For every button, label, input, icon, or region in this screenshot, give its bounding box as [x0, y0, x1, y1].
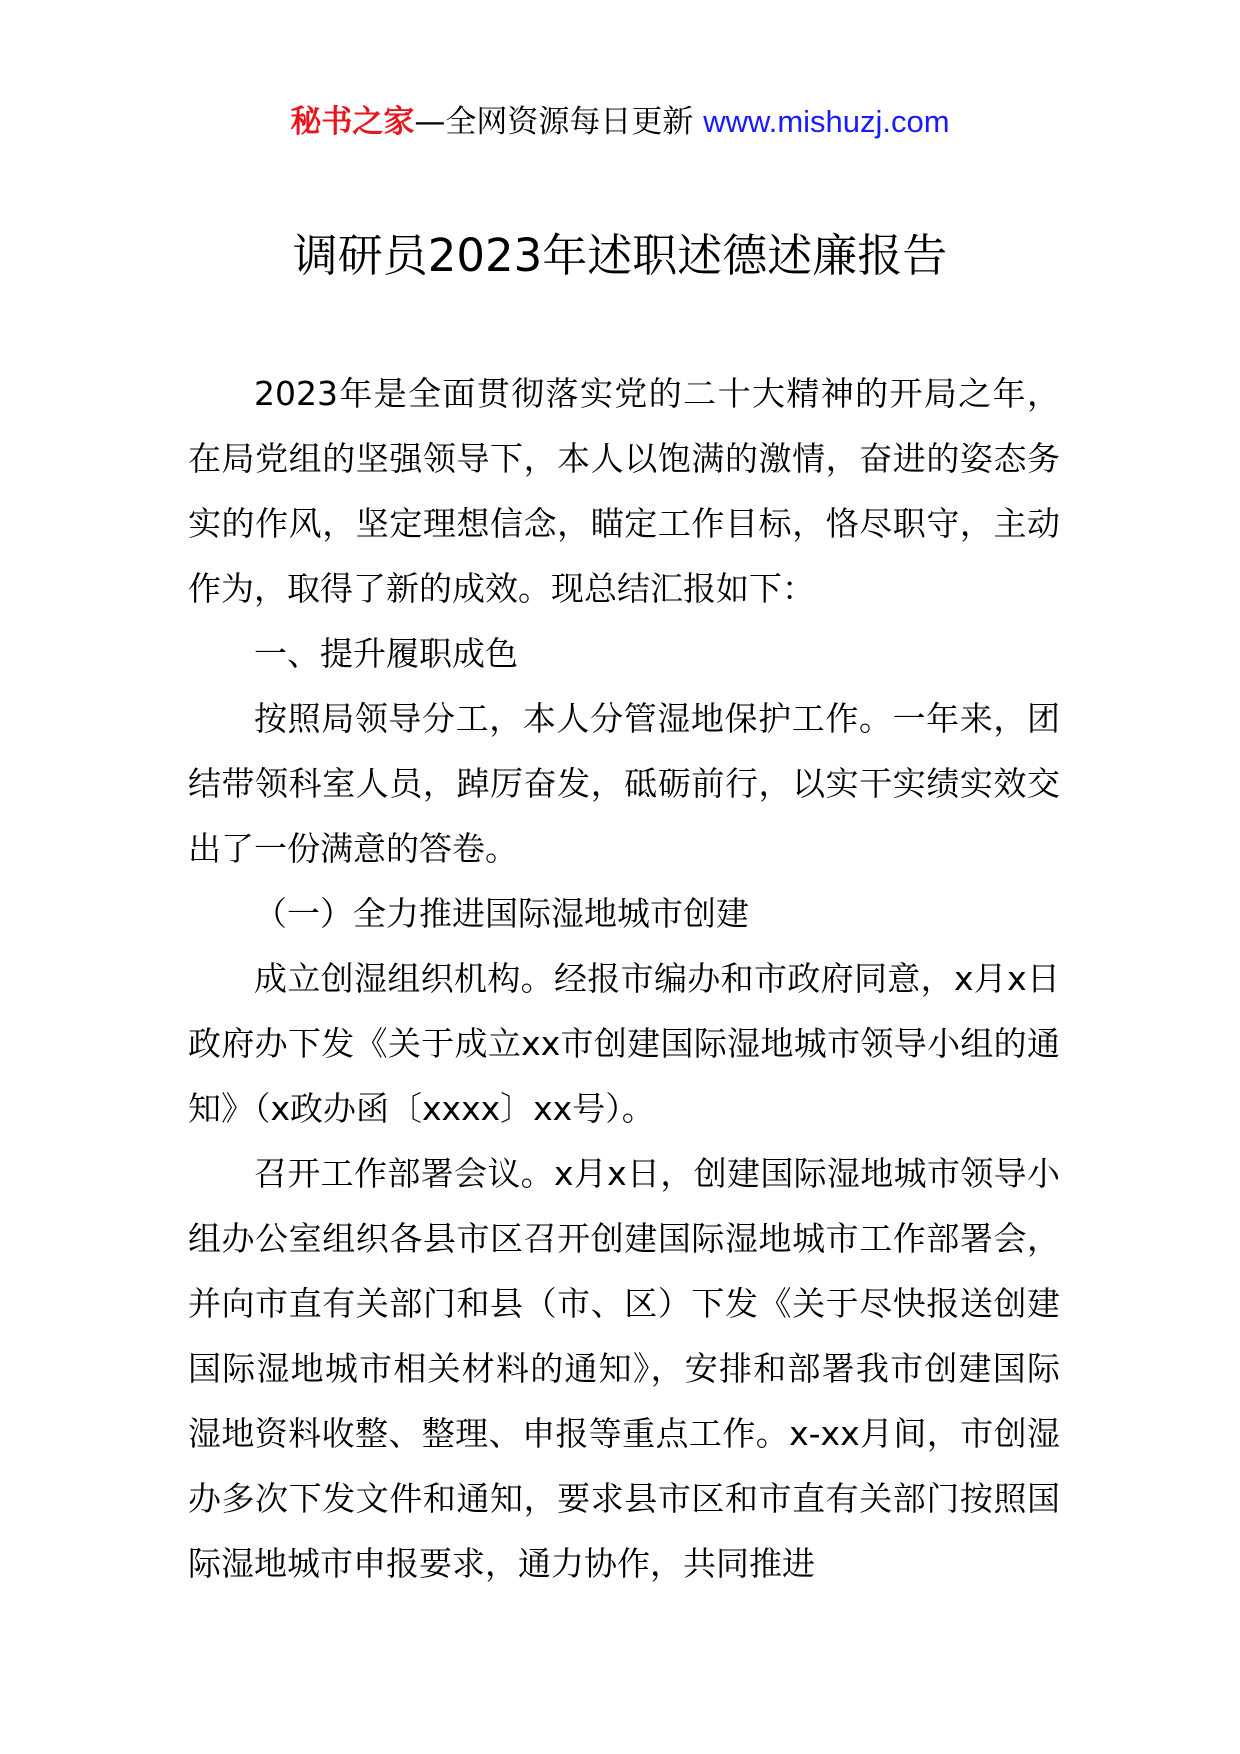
subsection-heading-1: （一）全力推进国际湿地城市创建 [254, 894, 749, 933]
section-heading-1: 一、提升履职成色 [254, 634, 518, 673]
slogan: —全网资源每日更新 [414, 104, 704, 140]
header-banner [0, 100, 1240, 144]
site-url-link[interactable]: www.mishuzj.com [703, 104, 950, 139]
paragraph-meeting: 召开工作部署会议。x月x日，创建国际湿地城市领导小组办公室组织各县市区召开创建国际湿地城市工作部署会，并向市直有关部门和县（市、区）下发《关于尽快报送创建国际湿地城市相关材料的通知》，安排和部署我市创建国际湿地资料收整、整理、申报等重点工作。x-xx月间，市创湿办多次下发文件和通知，要求县市区和市直有关部门按照国际湿地城市申报要求，通力协作，共同推进 [188, 1154, 1060, 1583]
paragraph-intro: 2023年是全面贯彻落实党的二十大精神的开局之年，在局党组的坚强领导下，本人以饱满的激情，奋进的姿态务实的作风，坚定理想信念，瞄定工作目标，恪尽职守，主动作为，取得了新的成效。现总结汇报如下： [188, 374, 1060, 608]
paragraph-organization: 成立创湿组织机构。经报市编办和市政府同意，x月x日政府办下发《关于成立xx市创建国际湿地城市领导小组的通知》（x政办函〔xxxx〕xx号）。 [188, 959, 1060, 1128]
brand-name: 秘书之家 [290, 104, 415, 140]
document-title: 调研员2023年述职述德述廉报告 [292, 229, 948, 282]
paragraph-section-1: 按照局领导分工，本人分管湿地保护工作。一年来，团结带领科室人员，踔厉奋发，砥砺前行，以实干实绩实效交出了一份满意的答卷。 [188, 699, 1060, 868]
document-body [188, 361, 1060, 1596]
